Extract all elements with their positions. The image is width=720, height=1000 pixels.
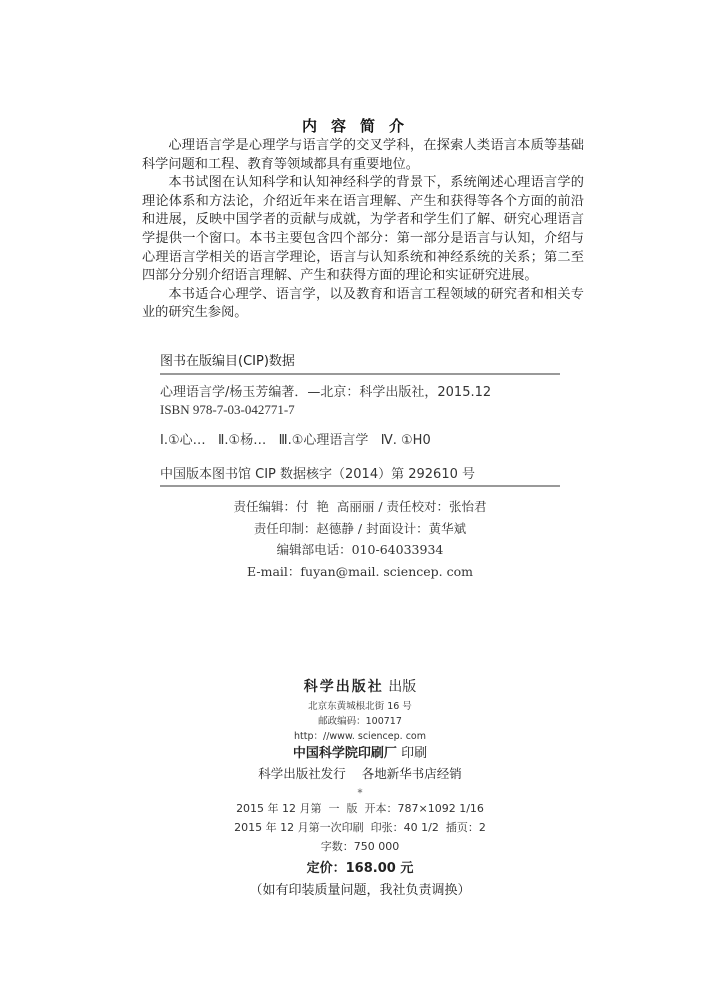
cip-verification: 中国版本图书馆 CIP 数据核字（2014）第 292610 号: [160, 467, 475, 482]
editors-line: 责任编辑：付 艳 高丽丽 / 责任校对：张怡君: [233, 499, 487, 514]
credits-block: [0, 496, 720, 582]
editorial-phone: 编辑部电话：010-64033934: [276, 542, 444, 557]
publisher-website: http：//www. sciencep. com: [294, 731, 426, 742]
word-count: 字数：750 000: [320, 840, 400, 853]
printer-name: 中国科学院印刷厂: [292, 746, 397, 761]
intro-paragraph-1: 心理语言学是心理学与语言学的交叉学科，在探索人类语言本质等基础科学问题和工程、教育等领域都具有重要地位。: [142, 138, 584, 172]
intro-body: [142, 137, 584, 323]
quality-note: （如有印装质量问题，我社负责调换）: [249, 883, 471, 898]
publisher-line: [0, 676, 720, 696]
intro-title: 内容简介: [301, 117, 418, 135]
cip-top-rule: [160, 373, 560, 375]
printing-design-line: 责任印制：赵德静 / 封面设计：黄华斌: [253, 520, 467, 536]
publisher-name: 科学出版社: [303, 679, 384, 695]
printer-suffix: 印刷: [396, 746, 428, 761]
editorial-email: E-mail：fuyan@mail. sciencep. com: [247, 563, 473, 579]
separator-star: *: [357, 788, 363, 799]
cip-classification: Ⅰ.①心… Ⅱ.①杨… Ⅲ.①心理语言学 Ⅳ. ①H0: [160, 433, 431, 448]
intro-paragraph-2: 本书试图在认知科学和认知神经科学的背景下，系统阐述心理语言学的理论体系和方法论，介绍近年来在语言理解、产生和获得等各个方面的前沿和进展，反映中国学者的贡献与成就，为学者和学生们了解、研究心理语言学提供一个窗口。本书主要包含四个部分：第一部分是语言与认知，介绍与心理语言学相关的语言学理论，语言与认知系统和神经系统的关系；第二至四部分分别介绍语言理解、产生和获得方面的理论和实证研究进展。: [142, 175, 584, 284]
price: 定价：168.00 元: [306, 861, 414, 876]
cip-bottom-rule: [160, 485, 560, 487]
cip-isbn: ISBN 978-7-03-042771-7: [160, 402, 295, 417]
cip-bibliographic-line: 心理语言学/杨玉芳编著．—北京：科学出版社，2015.12: [160, 385, 492, 400]
distribution-line: 科学出版社发行 各地新华书店经销: [258, 766, 462, 781]
printer-line: [0, 742, 720, 761]
publisher-address: 北京东黄城根北街 16 号: [308, 701, 412, 712]
publisher-suffix: 出版: [383, 679, 417, 695]
publisher-postcode: 邮政编码：100717: [318, 716, 402, 727]
printing-line: 2015 年 12 月第一次印刷 印张：40 1/2 插页：2: [234, 821, 486, 834]
cip-heading: 图书在版编目(CIP)数据: [160, 354, 295, 369]
intro-paragraph-3: 本书适合心理学、语言学，以及教育和语言工程领域的研究者和相关专业的研究生参阅。: [142, 286, 584, 321]
edition-line: 2015 年 12 月第 一 版 开本：787×1092 1/16: [236, 802, 484, 815]
